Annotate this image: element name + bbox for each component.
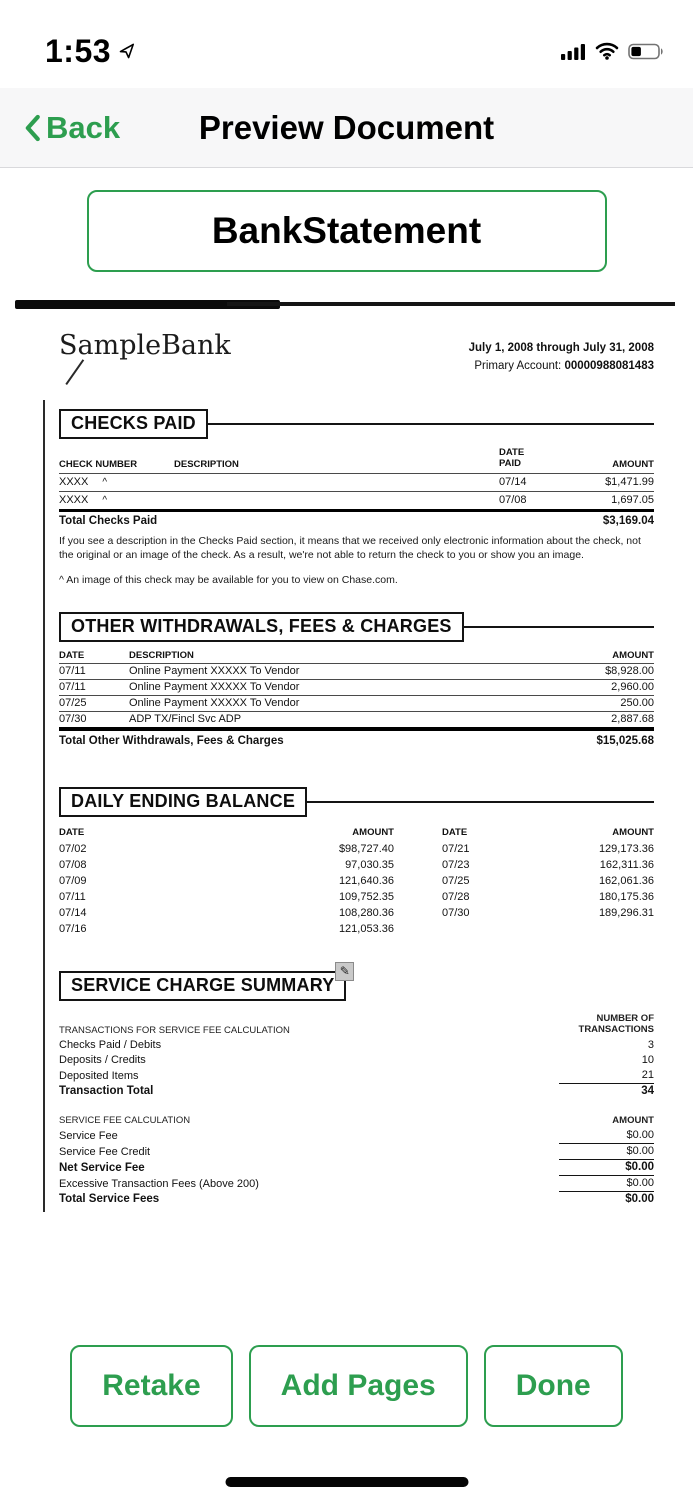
withdrawal-amount: $8,928.00 (605, 665, 654, 678)
done-label: Done (515, 1369, 591, 1402)
col-line1: NUMBER OF (596, 1012, 654, 1024)
statement-period: July 1, 2008 through July 31, 2008 (468, 342, 654, 354)
withdrawal-date: 07/25 (59, 697, 87, 710)
balance-date: 07/21 (442, 842, 470, 855)
excessive-fee-label: Excessive Transaction Fees (Above 200) (59, 1177, 259, 1190)
balance-amount: 97,030.35 (345, 858, 394, 871)
balance-date: 07/08 (59, 858, 87, 871)
total-fees-row (59, 1192, 654, 1207)
section-rule (208, 423, 654, 425)
summary-value: 3 (647, 1038, 654, 1051)
daily-balance-row (442, 873, 654, 889)
withdrawal-date: 07/11 (59, 665, 86, 678)
col-amount: AMOUNT (612, 649, 654, 661)
scan-edge-thin (227, 302, 675, 306)
document-name-button[interactable] (87, 190, 607, 272)
excessive-fee-row (59, 1176, 654, 1192)
bank-statement (15, 300, 678, 1207)
daily-balance-row (442, 905, 654, 921)
col-line2: TRANSACTIONS (578, 1024, 654, 1036)
fee-row (59, 1128, 654, 1144)
home-indicator[interactable] (225, 1477, 468, 1487)
service-summary-title-row (59, 964, 654, 1001)
balance-amount: 121,640.36 (338, 874, 394, 887)
add-pages-label: Add Pages (280, 1369, 436, 1402)
transactions-header-row (59, 1013, 654, 1038)
withdrawal-row (59, 663, 654, 679)
nav-bar (0, 88, 693, 168)
withdrawal-row (59, 679, 654, 695)
net-fee-value: $0.00 (559, 1160, 654, 1176)
withdrawal-date: 07/30 (59, 713, 87, 726)
balance-amount: 108,280.36 (338, 906, 394, 919)
summary-value: 21 (559, 1068, 654, 1084)
withdrawals-total-amount: $15,025.68 (596, 734, 654, 747)
check-date-cell: 07/14 (499, 475, 527, 488)
fee-value: $0.00 (559, 1128, 654, 1144)
check-number: XXXX (59, 493, 89, 506)
summary-value: 10 (641, 1053, 654, 1066)
scan-line-artifact (43, 400, 45, 1212)
check-marker: ^ (102, 494, 108, 506)
checks-paid-section (59, 409, 654, 586)
withdrawal-date: 07/11 (59, 681, 86, 694)
balance-date: 07/30 (442, 906, 470, 919)
check-date-cell: 07/08 (499, 493, 527, 506)
status-bar (0, 0, 693, 88)
checks-paid-row (59, 491, 654, 509)
withdrawals-column-headers (59, 650, 654, 663)
checks-paid-column-headers (59, 448, 654, 473)
withdrawal-row (59, 711, 654, 727)
daily-balance-title: DAILY ENDING BALANCE (59, 787, 307, 817)
action-bar (0, 1345, 693, 1427)
col-date-paid-line2: PAID (499, 457, 521, 469)
withdrawals-total-label: Total Other Withdrawals, Fees & Charges (59, 734, 284, 747)
excessive-fee-value: $0.00 (559, 1176, 654, 1192)
col-amount (612, 1115, 654, 1126)
document-preview[interactable] (15, 300, 678, 1225)
balance-amount: 129,173.36 (598, 842, 654, 855)
add-pages-button[interactable] (249, 1345, 468, 1427)
balance-amount: 121,053.36 (338, 922, 394, 935)
balance-date: 07/02 (59, 842, 87, 855)
daily-balance-row (59, 857, 394, 873)
col-amount: AMOUNT (612, 826, 654, 838)
checks-paid-total-row (59, 509, 654, 528)
balance-date: 07/23 (442, 858, 470, 871)
daily-balance-row (59, 841, 394, 857)
daily-balance-tables (59, 827, 654, 937)
check-number: XXXX (59, 475, 89, 488)
withdrawals-title: OTHER WITHDRAWALS, FEES & CHARGES (59, 612, 464, 642)
section-rule (464, 626, 654, 628)
checks-paid-title: CHECKS PAID (59, 409, 208, 439)
balance-amount: 109,752.35 (338, 890, 394, 903)
daily-balance-headers (59, 827, 394, 838)
fee-value: $0.00 (559, 1144, 654, 1160)
check-amount-cell: 1,697.05 (611, 493, 654, 506)
summary-label: Deposited Items (59, 1069, 139, 1082)
account-number: 00000988081483 (564, 359, 654, 372)
check-marker: ^ (102, 476, 108, 488)
balance-amount: 189,296.31 (598, 906, 654, 919)
back-chevron-icon (24, 114, 41, 142)
col-number-of-transactions (579, 1013, 654, 1036)
fees-block (59, 1115, 654, 1207)
total-fees-label: Total Service Fees (59, 1192, 160, 1205)
withdrawal-amount: 2,887.68 (611, 713, 654, 726)
transaction-total-label: Transaction Total (59, 1084, 154, 1097)
col-check-number: CHECK NUMBER (59, 458, 138, 470)
balance-date: 07/28 (442, 890, 470, 903)
daily-balance-row (59, 873, 394, 889)
withdrawals-section (59, 612, 654, 747)
battery-icon (628, 43, 665, 60)
net-fee-row (59, 1160, 654, 1176)
check-number-cell (59, 493, 174, 508)
balance-date: 07/14 (59, 906, 87, 919)
service-summary-title (59, 964, 351, 1001)
service-summary-section (59, 964, 654, 1207)
scan-edge-artifact (15, 300, 678, 310)
fees-header: SERVICE FEE CALCULATION (59, 1114, 191, 1126)
withdrawals-total-row (59, 727, 654, 747)
daily-balance-row (442, 889, 654, 905)
checks-paid-footnote: ^ An image of this check may be available for you to view on Chase.com. (59, 573, 398, 586)
cellular-signal-icon (561, 43, 586, 60)
total-fees-value: $0.00 (625, 1192, 654, 1205)
daily-balance-row (442, 857, 654, 873)
balance-date: 07/11 (59, 890, 86, 903)
withdrawal-amount: 2,960.00 (611, 681, 654, 694)
balance-amount: 162,311.36 (599, 858, 654, 871)
location-arrow-icon (118, 42, 136, 60)
col-date: DATE (59, 649, 85, 661)
transactions-header: TRANSACTIONS FOR SERVICE FEE CALCULATION (59, 1024, 290, 1036)
withdrawal-row (59, 695, 654, 711)
balance-amount: $98,727.40 (338, 842, 394, 855)
checks-paid-title-row (59, 409, 654, 439)
daily-balance-left-table (59, 827, 394, 937)
check-number-cell (59, 475, 174, 490)
status-left (45, 33, 136, 70)
daily-balance-row (59, 889, 394, 905)
bank-logo-flourish (65, 359, 84, 385)
fees-header-row (59, 1115, 654, 1128)
daily-balance-headers (442, 827, 654, 838)
check-description-cell (174, 475, 499, 490)
daily-balance-right-table (442, 827, 654, 921)
col-date: DATE (442, 826, 468, 838)
daily-balance-row (442, 841, 654, 857)
status-time: 1:53 (45, 32, 112, 69)
edit-icon: ✎ (335, 962, 354, 981)
statement-header (59, 330, 654, 385)
checks-paid-note: If you see a description in the Checks Paid section, it means that we received only electronic information about the check, not the original or an image of the check. As a result, we're not able to return the check to you or show you an image. (59, 534, 641, 562)
col-description: DESCRIPTION (129, 649, 194, 661)
transactions-block (59, 1013, 654, 1099)
bank-logo-block (59, 330, 231, 385)
balance-date: 07/25 (442, 874, 470, 887)
withdrawal-description: Online Payment XXXXX To Vendor (129, 681, 300, 694)
withdrawal-description: Online Payment XXXXX To Vendor (129, 665, 300, 678)
withdrawal-description: ADP TX/Fincl Svc ADP (129, 713, 242, 726)
transaction-total-row (59, 1084, 654, 1099)
section-rule (307, 801, 654, 803)
daily-balance-section (59, 787, 654, 937)
checks-paid-row (59, 473, 654, 491)
check-description-cell (174, 493, 499, 508)
net-fee-label: Net Service Fee (59, 1161, 145, 1174)
daily-balance-row (59, 905, 394, 921)
daily-balance-row (59, 921, 394, 937)
col-amount-text: AMOUNT (612, 1114, 654, 1126)
wifi-icon (595, 42, 619, 60)
retake-label: Retake (102, 1369, 201, 1402)
page-title: Preview Document (198, 108, 495, 146)
summary-label: Checks Paid / Debits (59, 1038, 162, 1051)
statement-meta (469, 330, 654, 376)
col-date-paid (499, 448, 544, 470)
summary-label: Deposits / Credits (59, 1053, 146, 1066)
account-label: Primary Account: (474, 359, 562, 372)
fee-row (59, 1144, 654, 1160)
summary-row (59, 1038, 654, 1053)
summary-row (59, 1068, 654, 1084)
transaction-total-value: 34 (641, 1084, 654, 1097)
fee-label: Service Fee Credit (59, 1145, 151, 1158)
document-name-label: BankStatement (211, 210, 482, 251)
summary-row (59, 1053, 654, 1068)
done-button[interactable] (484, 1345, 623, 1427)
retake-button[interactable] (70, 1345, 232, 1427)
balance-amount: 180,175.36 (598, 890, 654, 903)
col-date-paid-line1: DATE (499, 447, 525, 458)
balance-amount: 162,061.36 (598, 874, 654, 887)
col-amount: AMOUNT (612, 458, 654, 470)
withdrawals-title-row (59, 612, 654, 642)
service-summary-title-text: SERVICE CHARGE SUMMARY (71, 974, 335, 995)
checks-paid-total-label: Total Checks Paid (59, 514, 158, 527)
status-icons (561, 42, 665, 60)
balance-date: 07/09 (59, 874, 87, 887)
col-description: DESCRIPTION (174, 458, 239, 470)
daily-balance-title-row (59, 787, 654, 817)
back-label: Back (46, 109, 121, 145)
back-button[interactable] (24, 110, 120, 146)
check-amount-cell: $1,471.99 (605, 475, 654, 488)
bank-logo: SampleBank (59, 330, 231, 361)
statement-account (469, 358, 654, 376)
col-date: DATE (59, 826, 85, 838)
checks-paid-total-amount: $3,169.04 (602, 514, 654, 527)
withdrawal-amount: 250.00 (620, 697, 654, 710)
col-amount: AMOUNT (352, 826, 394, 838)
balance-date: 07/16 (59, 922, 87, 935)
withdrawal-description: Online Payment XXXXX To Vendor (129, 697, 300, 710)
fee-label: Service Fee (59, 1129, 118, 1142)
